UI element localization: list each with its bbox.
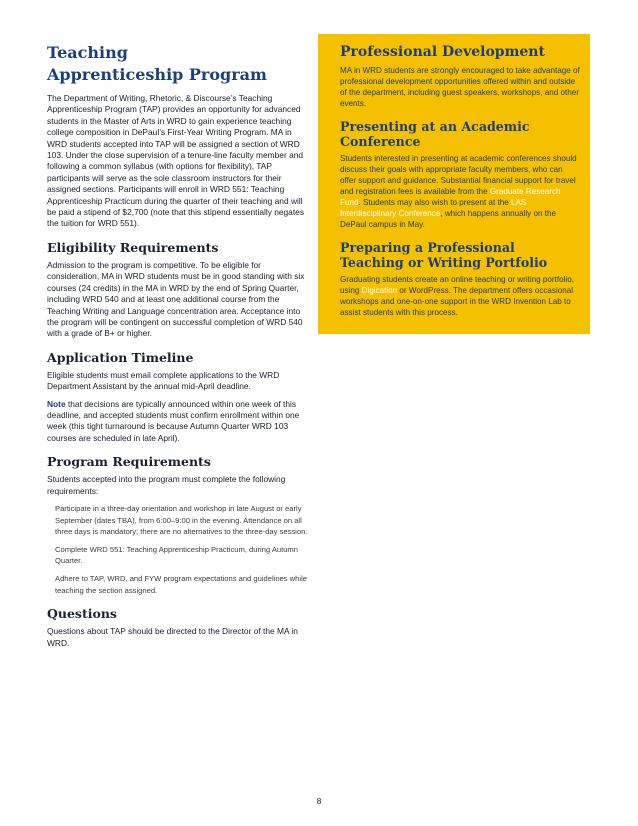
list-item: Participate in a three-day orientation and workshop in late August or early September (dates TBA), from 6:00–9:00 in the evening. Attendance on all three days is mandatory; there are no alternatives to the three-day session.	[55, 503, 308, 537]
portfolio-text-a: Graduating students create an online teaching or writing portfolio, using	[340, 275, 574, 295]
timeline-heading: Application Timeline	[47, 349, 194, 365]
list-item: Complete WRD 551: Teaching Apprenticeship Practicum, during Autumn Quarter.	[55, 544, 298, 566]
note-text: that decisions are typically announced within one week of this deadline, and accepted students must confirm enrollment within one week (this tight turnaround is because Autumn Quarter WRD 103 courses are scheduled in late April).	[47, 398, 300, 443]
page-title	[47, 42, 309, 86]
title-line-2: Apprenticeship Program	[47, 65, 267, 84]
eligibility-text: Admission to the program is competitive. To be eligible for consideration, MA in WRD students must be in good standing with six courses (24 credits) in the MA in WRD by the end of Spring Quarter, including WRD 540 and at least one additional course from the Teaching Writing and Language concentration area. Acceptance into the program will be contingent on successful completion of WRD 540 with a grade of B+ or higher.	[47, 259, 305, 339]
conference-heading: Presenting at an Academic Conference	[340, 119, 530, 149]
requirements-heading: Program Requirements	[47, 454, 211, 470]
tap-intro: The Department of Writing, Rhetoric, & Discourse’s Teaching Apprenticeship Program (TAP) provides an opportunity for advanced students in the Master of Arts in WRD to gain experience teaching college composition in DePaul’s First-Year Writing Program. MA in WRD students accepted into TAP will be assigned a section of WRD 103. Under the close supervision of a tenure-line faculty member and following a common syllabus (with options for flexibility), TAP participants will serve as the sole classroom instructors for their assigned sections. Participants will enroll in WRD 551: Teaching Apprenticeship Practicum during the quarter of their teaching and will be paid a stipend of $2,700 (note that this stipend essentially negates the tuition for WRD 551).	[47, 93, 305, 229]
portfolio-text	[340, 274, 580, 318]
conference-text-a: Students interested in presenting at academic conferences should discuss their goals with appropriate faculty members, who can offer support and guidance. Substantial financial support for travel and registration fees is available from the	[340, 154, 577, 196]
questions-heading: Questions	[47, 606, 117, 622]
left-column	[47, 42, 309, 649]
timeline-text: Eligible students must email complete applications to the WRD Department Assistant by the annual mid-April deadline.	[47, 369, 280, 392]
title-line-1: Teaching	[47, 43, 128, 62]
requirements-list	[55, 503, 309, 596]
requirements-text: Students accepted into the program must complete the following requirements:	[47, 474, 286, 496]
sidebar-panel	[318, 34, 590, 334]
graduate-research-fund-link[interactable]: Graduate Research Fund	[340, 187, 561, 207]
page-number: 8	[316, 796, 322, 806]
questions-text: Questions about TAP should be directed to the Director of the MA in WRD.	[47, 626, 298, 648]
portfolio-heading-line-2: Teaching or Writing Portfolio	[340, 255, 548, 270]
list-item: Adhere to TAP, WRD, and FYW program expectations and guidelines while teaching the section assigned.	[55, 573, 307, 595]
digication-link[interactable]: Digication	[361, 286, 398, 295]
note-label: Note	[47, 398, 66, 409]
portfolio-text-b: or WordPress. The department offers occasional workshops and one-on-one support in the WRD Invention Lab to assist students with this process.	[340, 286, 574, 317]
professional-development-text: MA in WRD students are strongly encouraged to take advantage of professional development opportunities offered within and outside of the department, including guest speakers, workshops, and other events.	[340, 66, 580, 108]
sidebar-panel-content	[340, 43, 580, 328]
las-conference-link[interactable]: LAS Interdisciplinary Conference	[340, 198, 527, 218]
conference-text	[340, 153, 580, 230]
professional-development-heading: Professional Development	[340, 44, 545, 60]
eligibility-heading: Eligibility Requirements	[47, 239, 219, 255]
portfolio-heading	[340, 240, 580, 270]
conference-text-c: , which happens annually on the DePaul campus in May.	[340, 209, 556, 229]
portfolio-heading-line-1: Preparing a Professional	[340, 240, 515, 255]
conference-text-b: . Students may also wish to present at the	[358, 198, 511, 207]
timeline-note	[47, 399, 309, 445]
